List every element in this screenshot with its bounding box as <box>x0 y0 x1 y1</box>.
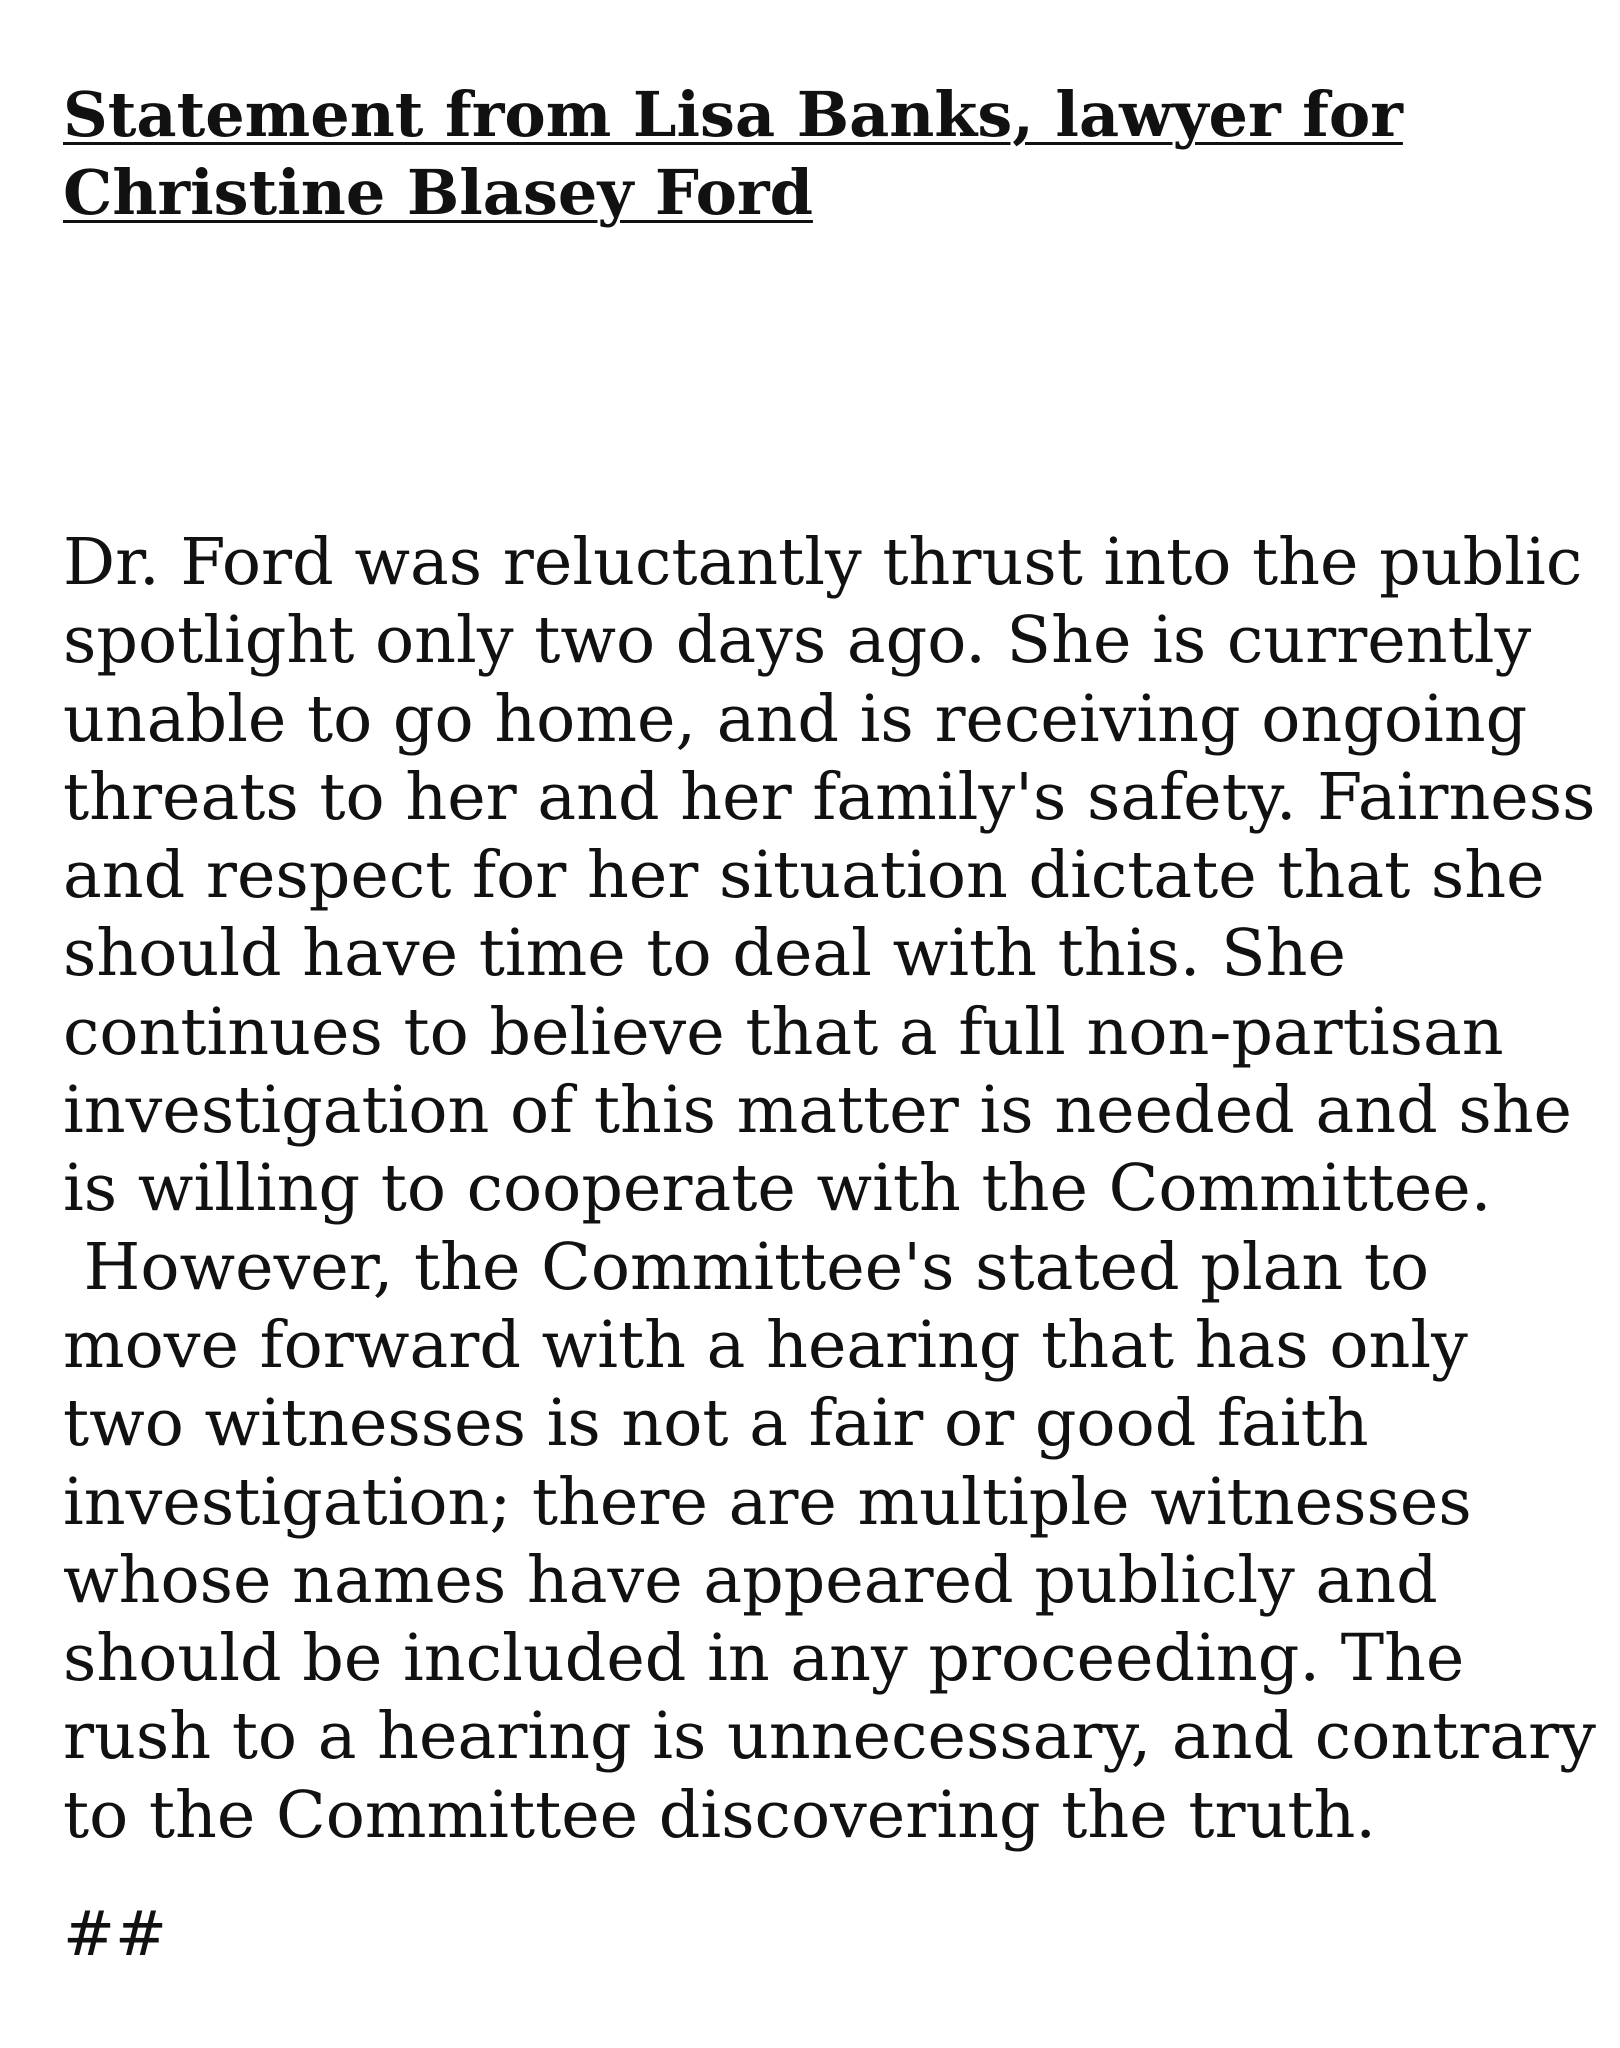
body-line: move forward with a hearing that has only <box>63 1307 1468 1383</box>
title-line: Statement from Lisa Banks, lawyer for <box>63 78 1403 151</box>
body-line: unable to go home, and is receiving ongoing <box>63 681 1528 757</box>
body-line: and respect for her situation dictate that she <box>63 838 1545 914</box>
body-line: continues to believe that a full non-partisan <box>63 994 1504 1070</box>
body-line: Dr. Ford was reluctantly thrust into the public <box>63 525 1583 600</box>
body-line: to the Committee discovering the truth. <box>63 1777 1377 1853</box>
body-line: investigation of this matter is needed and she <box>63 1073 1573 1149</box>
end-marker: ## <box>63 1897 167 1970</box>
body-line: two witnesses is not a fair or good faith <box>63 1386 1369 1462</box>
statement-body <box>63 524 1596 1855</box>
body-line: However, the Committee's stated plan to <box>63 1229 1430 1305</box>
body-line: is willing to cooperate with the Committee. <box>63 1151 1492 1227</box>
body-line: whose names have appeared publicly and <box>63 1542 1438 1618</box>
body-line: rush to a hearing is unnecessary, and contrary <box>63 1699 1596 1775</box>
body-line: should be included in any proceeding. The <box>63 1621 1465 1697</box>
body-line: investigation; there are multiple witnesses <box>63 1464 1472 1540</box>
body-line: spotlight only two days ago. She is currently <box>63 603 1532 679</box>
title-line: Christine Blasey Ford <box>63 156 813 229</box>
body-line: should have time to deal with this. She <box>63 916 1346 992</box>
body-line: threats to her and her family's safety. Fairness <box>63 759 1596 835</box>
statement-title <box>63 76 1403 232</box>
